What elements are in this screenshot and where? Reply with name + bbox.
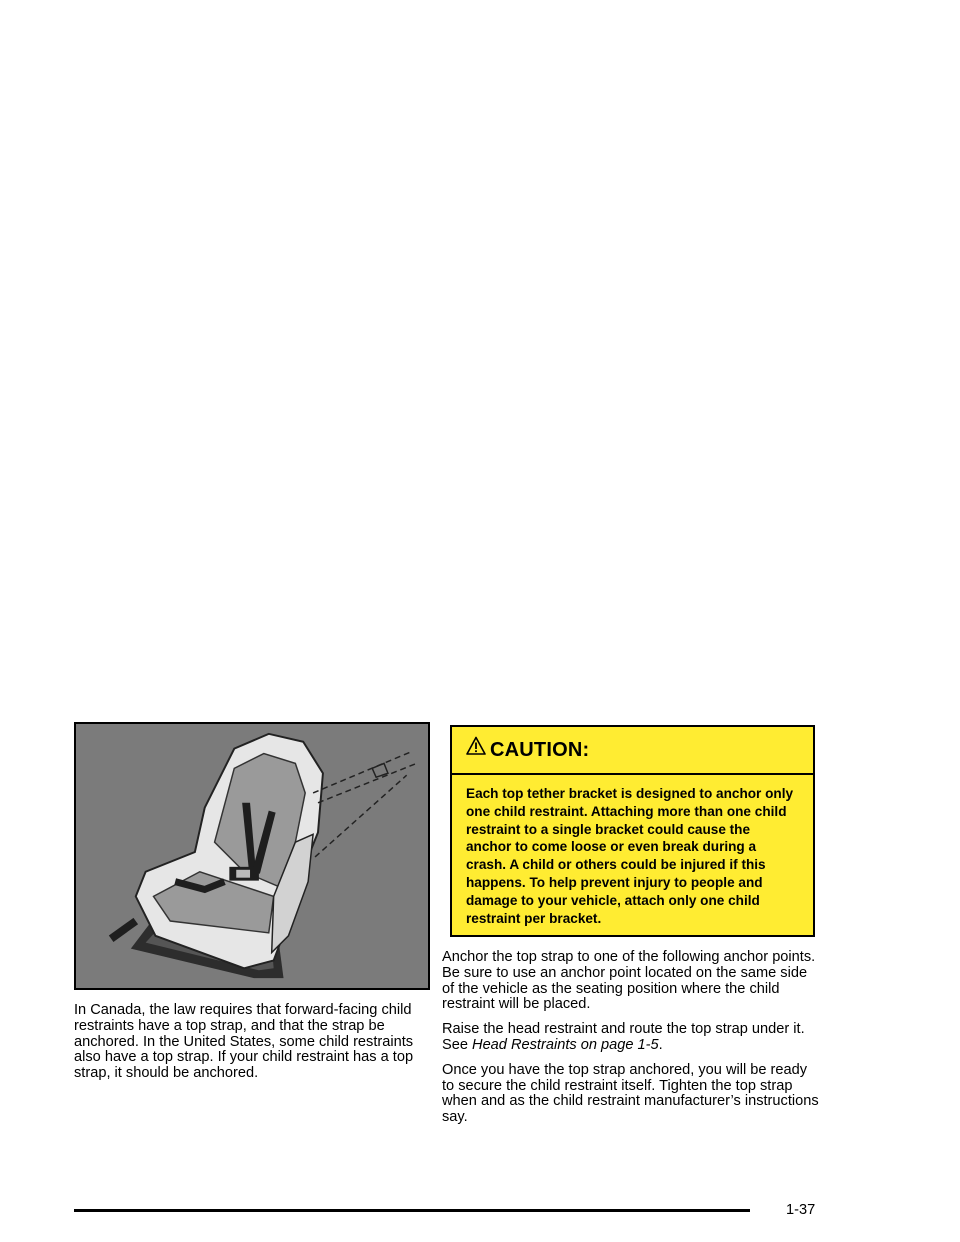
tighten-instructions: Once you have the top strap anchored, you will be ready to secure the child restraint itself. Tighten the top strap when and as the child restraint manufacturer’s instructions say. <box>442 1061 819 1126</box>
page-number: 1-37 <box>786 1202 816 1218</box>
child-restraint-illustration <box>74 722 430 990</box>
caution-title: CAUTION: <box>490 738 590 761</box>
caution-text: Each top tether bracket is designed to anchor only one child restraint. Attaching more than one child restraint to a single bracket could cause the anchor to come loose or even break during a crash. A child or others could be injured if this happens. To help prevent injury to people and damage to your vehicle, attach only one child restraint per bracket. <box>466 786 794 926</box>
left-paragraph: In Canada, the law requires that forward-facing child restraints have a top strap, and that the strap be anchored. In the United States, some child restraints also have a top strap. If your child restraint has a top strap, it should be anchored. <box>74 1002 414 1082</box>
right-column <box>442 950 822 1135</box>
warning-triangle-icon <box>466 736 486 756</box>
footer-rule <box>74 1209 750 1212</box>
caution-header <box>452 727 813 775</box>
head-restraints-reference-link[interactable]: Head Restraints on page 1-5 <box>472 1036 659 1053</box>
anchor-instructions: Anchor the top strap to one of the following anchor points. Be sure to use an anchor point located on the same side of the vehicle as the seating position where the child restraint will be placed. <box>442 949 816 1013</box>
head-restraint-period: . <box>658 1036 663 1053</box>
caution-box <box>450 725 815 937</box>
head-restraint-instructions <box>442 1022 822 1054</box>
head-restraint-text: Raise the head restraint and route the top strap under it. See <box>442 1021 805 1053</box>
